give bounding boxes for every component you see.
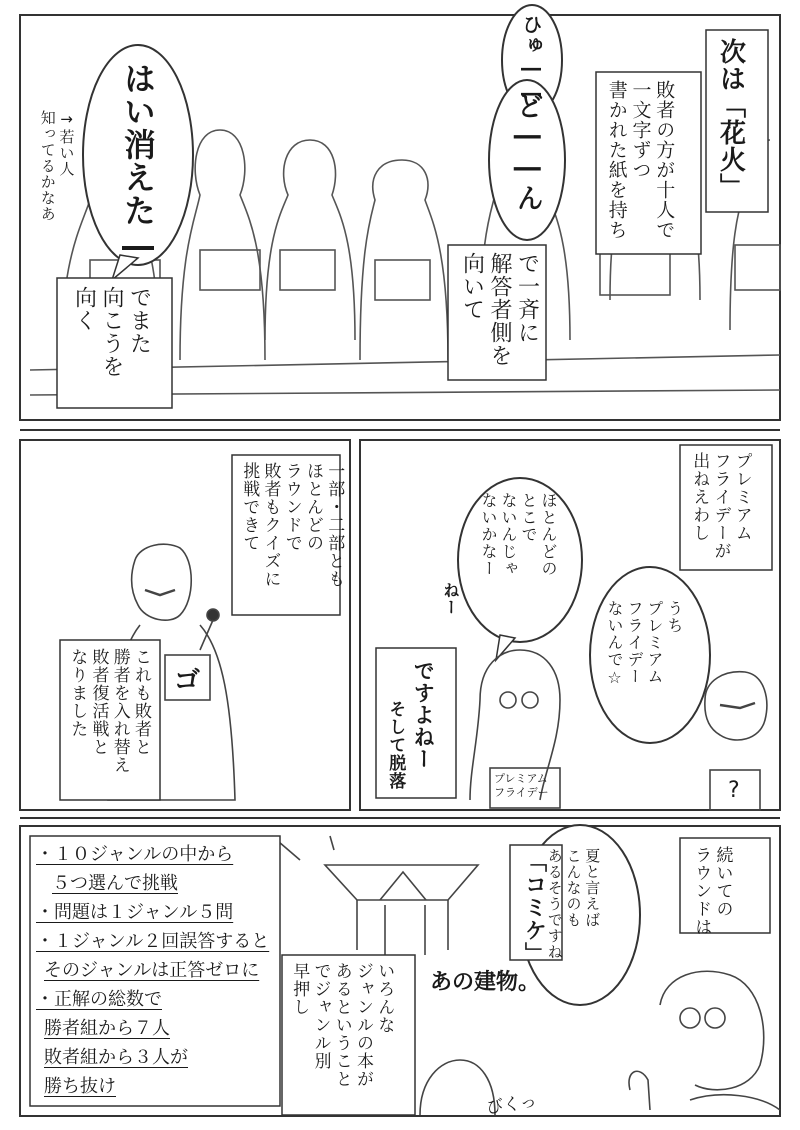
- question-mark-sign: ?: [728, 778, 740, 803]
- rule-line: ・問題は１ジャンル５問: [36, 902, 234, 923]
- panel4-man: [629, 971, 780, 1110]
- presenter-sign-letter: ゴ: [174, 666, 201, 696]
- bubble-summer-text: 夏と言えば こんなのも あるそうですね: [545, 848, 602, 960]
- rule-line: ・１ジャンル２回誤答すると: [36, 931, 270, 952]
- rule-line: ・正解の総数で: [36, 989, 162, 1010]
- caption-turn-away-again: でまた 向こうを 向く: [71, 286, 152, 378]
- aside-young-people: →若い人 知ってるかなあ: [38, 110, 76, 222]
- bubble-uchi-text: うち プレミアム フライデー ないんで☆: [605, 600, 684, 688]
- rule-line: ５つ選んで挑戦: [52, 873, 178, 894]
- caption-dropout: そして脱落: [385, 700, 406, 790]
- rule-line: そのジャンルは正答ゼロに: [44, 960, 260, 981]
- caption-next-round: 続いての ラウンドは: [691, 846, 733, 936]
- bubble-kieta-text: はい消えた―: [119, 62, 157, 266]
- rule-line: 敗者組から３人が: [44, 1047, 188, 1068]
- caption-desuyone: ですよねー: [411, 660, 436, 770]
- premium-friday-sign: プレミアム フライデー: [494, 772, 549, 800]
- text-that-building: あの建物。: [430, 970, 541, 995]
- caption-losers-rounds: 一部・二部とも ほとんどの ラウンドで 敗者もクイズに 挑戦できて: [239, 462, 345, 588]
- caption-next-hanabi: 次は「花火」: [715, 38, 746, 200]
- caption-genre-buzzer: いろんな ジャンルの本が あるということ でジャンル別 早押し: [289, 962, 395, 1088]
- rule-line: 勝ち抜け: [44, 1076, 116, 1097]
- caption-face-answerers: で一斉に 解答者側を 向いて: [459, 252, 540, 367]
- caption-losers-cards: 敗者の方が十人で 一文字ずつ 書かれた紙を持ち: [605, 80, 676, 240]
- rule-line: ・１０ジャンルの中から: [36, 844, 234, 865]
- caption-premium-friday: プレミアム フライデーが 出ねえわし: [689, 452, 752, 560]
- panel4-building: [272, 836, 478, 955]
- caption-revival-match: これも敗者と 勝者を入れ替え 敗者復活戦と なりました: [67, 648, 151, 774]
- caption-comike: 「コミケ」: [521, 850, 547, 965]
- panel4-head: [420, 1060, 495, 1115]
- bubble-don-text: ど――ん: [511, 92, 543, 212]
- rule-line: 勝者組から７人: [44, 1018, 170, 1039]
- bubble-hyu-text: ひゅ――: [519, 14, 543, 106]
- rules-list: [36, 840, 280, 1101]
- sfx-bikku: びくっ: [485, 1091, 539, 1119]
- bubble-hotondo-text: ほとんどの とこで ないんじゃ ないかなー: [479, 492, 558, 577]
- sfx-ne: ねー: [441, 582, 460, 616]
